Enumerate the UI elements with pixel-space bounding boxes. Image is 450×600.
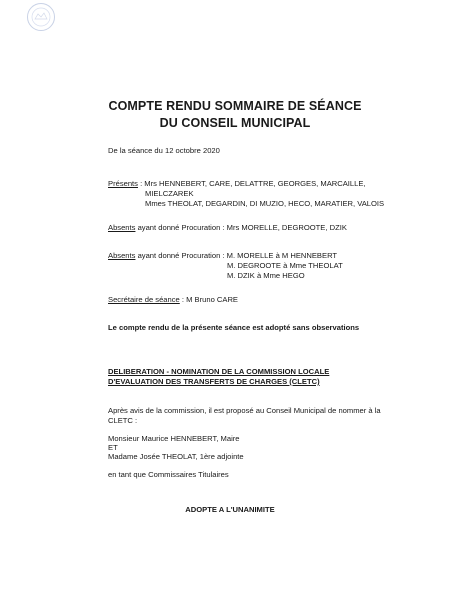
absents-procuration-line1 xyxy=(108,251,337,261)
seance-date: De la séance du 12 octobre 2020 xyxy=(108,146,220,155)
presents-line3: Mmes THEOLAT, DEGARDIN, DI MUZIO, HECO, MARATIER, VALOIS xyxy=(145,199,385,208)
document-title-line2: DU CONSEIL MUNICIPAL xyxy=(159,116,311,130)
body-line2: CLETC : xyxy=(108,416,138,425)
deliberation-title-line2: D'EVALUATION DES TRANSFERTS DE CHARGES (CLETC) xyxy=(108,377,320,386)
deliberation-title-line1: DELIBERATION - NOMINATION DE LA COMMISSION LOCALE xyxy=(108,367,330,376)
absents-summary-text: ayant donné Procuration : Mrs MORELLE, DEGROOTE, DZIK xyxy=(135,223,347,232)
body-line1: Après avis de la commission, il est proposé au Conseil Municipal de nommer à la xyxy=(108,406,381,415)
body-line4: ET xyxy=(108,443,118,452)
secretaire-label: Secrétaire de séance xyxy=(108,295,180,304)
absents-procuration-line3: M. DZIK à Mme HEGO xyxy=(227,271,305,280)
document-title-line1: COMPTE RENDU SOMMAIRE DE SÉANCE xyxy=(108,99,362,113)
secretaire-text: : M Bruno CARE xyxy=(179,295,239,304)
municipal-seal-stamp xyxy=(26,2,56,32)
presents-line1 xyxy=(108,179,366,189)
absents-detail-text-1: ayant donné Procuration : M. MORELLE à M HENNEBERT xyxy=(135,251,338,260)
presents-text-1: : Mrs HENNEBERT, CARE, DELATTRE, GEORGES, MARCAILLE, xyxy=(137,179,366,188)
body-line5: Madame Josée THEOLAT, 1ère adjointe xyxy=(108,452,244,461)
presents-line2: MIELCZAREK xyxy=(145,189,194,198)
compte-rendu-adopte: Le compte rendu de la présente séance est adopté sans observations xyxy=(108,323,360,332)
body-line3: Monsieur Maurice HENNEBERT, Maire xyxy=(108,434,240,443)
secretaire-seance xyxy=(108,295,238,305)
adopte-unanimite: ADOPTE A L'UNANIMITE xyxy=(185,505,275,514)
presents-label: Présents xyxy=(108,179,138,188)
absents-procuration-summary xyxy=(108,223,347,233)
body-line6: en tant que Commissaires Titulaires xyxy=(108,470,229,479)
absents-label-2: Absents xyxy=(108,251,136,260)
absents-procuration-line2: M. DEGROOTE à Mme THEOLAT xyxy=(227,261,343,270)
absents-label: Absents xyxy=(108,223,136,232)
